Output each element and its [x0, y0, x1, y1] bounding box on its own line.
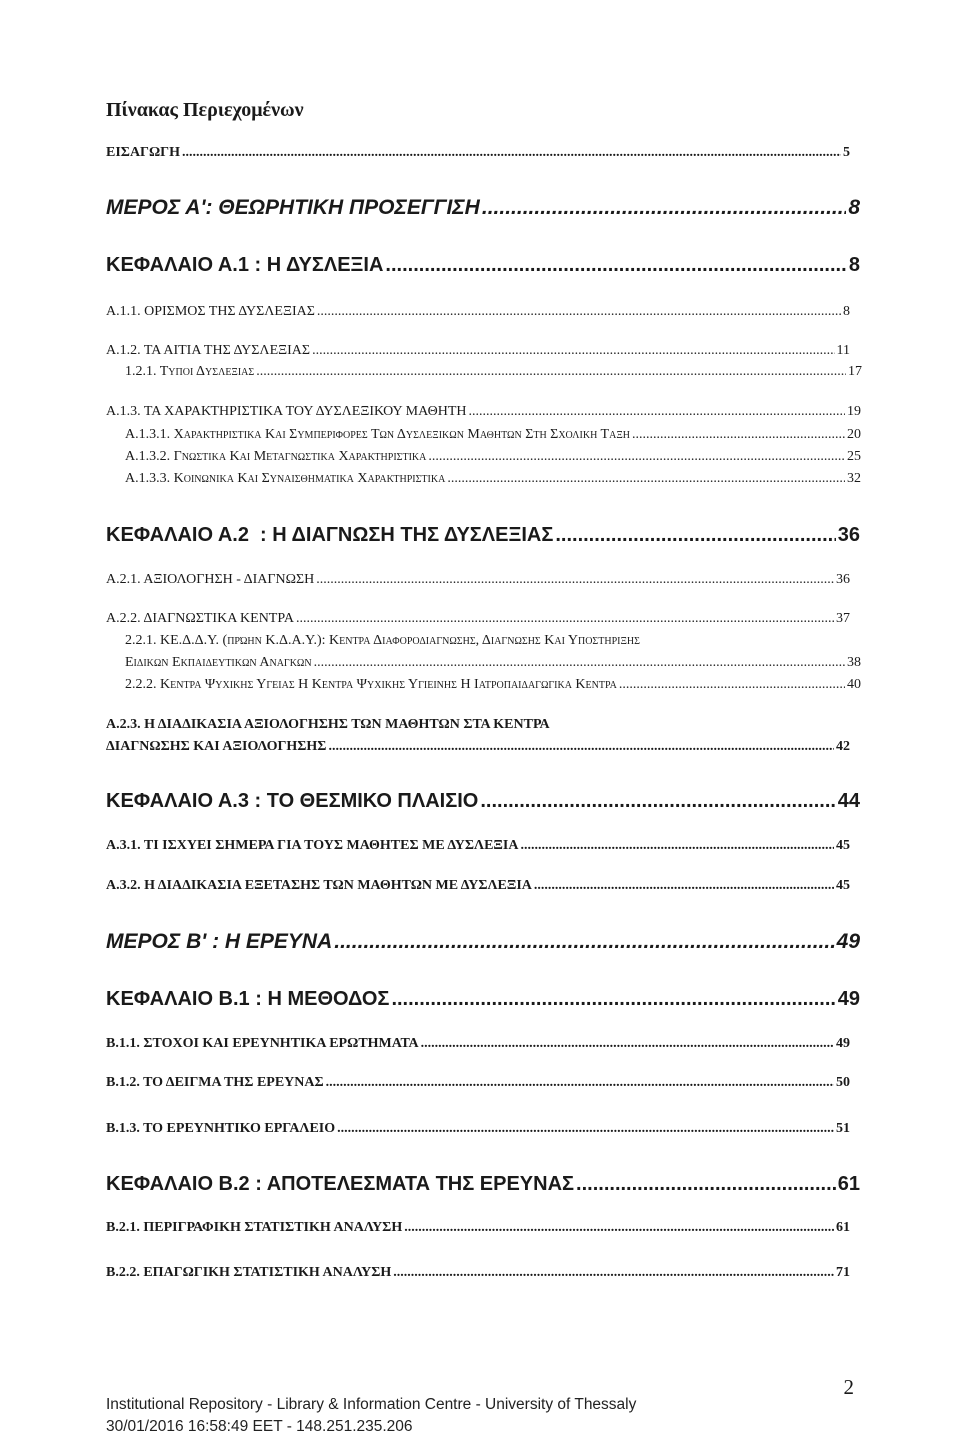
toc-entry-page: 36: [837, 524, 860, 546]
toc-entry-text: Α.3.2. Η ΔΙΑΔΙΚΑΣΙΑ ΕΞΕΤΑΣΗΣ ΤΩΝ ΜΑΘΗΤΩΝ ΜΕ ΔΥΣΛΕΞΙΑ: [106, 878, 532, 893]
toc-entry-section-a31[interactable]: [106, 838, 850, 854]
toc-entry-page: 37: [836, 611, 850, 626]
toc-entry-text: ΜΕΡΟΣ Α': ΘΕΩΡΗΤΙΚΗ ΠΡΟΣΕΓΓΙΣΗ: [106, 196, 480, 219]
toc-entry-text: Α.1.2. ΤΑ ΑΙΤΙΑ ΤΗΣ ΔΥΣΛΕΞΙΑΣ: [106, 343, 311, 358]
toc-entry-text: Α.1.3.3. Κοινωνικα Και Συναισθηματικα Χαρακτηριστικα: [125, 471, 446, 486]
toc-entry-page: 25: [847, 449, 861, 464]
toc-entry-subsection-a132[interactable]: [125, 449, 861, 465]
toc-entry-text: ΚΕΦΑΛΑΙΟ Α.2 : Η ΔΙΑΓΝΩΣΗ ΤΗΣ ΔΥΣΛΕΞΙΑΣ: [106, 524, 554, 546]
toc-entry-section-a22[interactable]: [106, 611, 850, 627]
toc-entry-text: Α.1.3.2. Γνωστικα Και Μεταγνωστικα Χαρακτηριστικα: [125, 449, 427, 464]
toc-entry-section-a23[interactable]: [106, 717, 850, 733]
toc-entry-chapter-b2[interactable]: [106, 1173, 860, 1196]
toc-entry-text: Α.1.1. ΟΡΙΣΜΟΣ ΤΗΣ ΔΥΣΛΕΞΙΑΣ: [106, 304, 315, 319]
toc-entry-section-a21[interactable]: [106, 572, 850, 588]
page-number: 2: [843, 1375, 854, 1399]
toc-entry-page: 40: [847, 677, 861, 692]
toc-entry-section-b22[interactable]: [106, 1265, 850, 1281]
toc-entry-chapter-a2[interactable]: [106, 524, 860, 547]
toc-entry-subsection-a131[interactable]: [125, 427, 861, 443]
toc-entry-page: 17: [848, 364, 862, 379]
toc-entry-page: 49: [836, 930, 860, 953]
footer-repository-line: Institutional Repository - Library & Information Centre - University of Thessaly: [106, 1396, 637, 1413]
toc-entry-text: 2.2.2. Κεντρα Ψυχικης Υγειας Η Κεντρα Ψυχικης Υγιεινης Η Ιατροπαιδαγωγικα Κεντρα: [125, 677, 617, 692]
toc-entry-section-b12[interactable]: [106, 1075, 850, 1091]
toc-entry-text: ΚΕΦΑΛΑΙΟ Β.2 : ΑΠΟΤΕΛΕΣΜΑΤΑ ΤΗΣ ΕΡΕΥΝΑΣ: [106, 1173, 575, 1195]
toc-entry-page: 71: [836, 1265, 850, 1280]
toc-entry-page: 32: [847, 471, 861, 486]
toc-entry-page: 61: [836, 1220, 850, 1235]
toc-entry-chapter-a3[interactable]: [106, 790, 860, 813]
toc-entry-text: ΚΕΦΑΛΑΙΟ Α.3 : ΤΟ ΘΕΣΜΙΚΟ ΠΛΑΙΣΙΟ: [106, 790, 479, 812]
toc-entry-page: 19: [847, 404, 861, 419]
toc-entry-text: Β.2.2. ΕΠΑΓΩΓΙΚΗ ΣΤΑΤΙΣΤΙΚΗ ΑΝΑΛΥΣΗ: [106, 1265, 392, 1280]
toc-entry-part-a[interactable]: [106, 196, 860, 220]
footer-timestamp-line: 30/01/2016 16:58:49 EET - 148.251.235.206: [106, 1418, 413, 1435]
toc-entry-page: 5: [843, 145, 850, 160]
toc-entry-subsection-221[interactable]: [125, 633, 861, 649]
toc-title: Πίνακας Περιεχομένων: [106, 99, 304, 121]
toc-entry-subsection-222[interactable]: [125, 677, 861, 693]
toc-entry-page: 45: [836, 878, 850, 893]
toc-entry-page: 51: [836, 1121, 850, 1136]
toc-entry-page: 49: [836, 1036, 850, 1051]
toc-entry-text: Β.1.3. ΤΟ ΕΡΕΥΝΗΤΙΚΟ ΕΡΓΑΛΕΙΟ: [106, 1121, 336, 1136]
toc-entry-part-b[interactable]: [106, 930, 860, 954]
toc-entry-text: Α.1.3. ΤΑ ΧΑΡΑΚΤΗΡΙΣΤΙΚΑ ΤΟΥ ΔΥΣΛΕΞΙΚΟΥ ΜΑΘΗΤΗ: [106, 404, 467, 419]
toc-entry-section-a23-cont[interactable]: [106, 739, 850, 755]
toc-entry-section-a32[interactable]: [106, 878, 850, 894]
toc-entry-subsection-121[interactable]: [125, 364, 862, 380]
toc-entry-page: 38: [847, 655, 861, 670]
toc-entry-section-b11[interactable]: [106, 1036, 850, 1052]
toc-entry-subsection-221-cont[interactable]: [125, 655, 861, 671]
toc-entry-chapter-a1[interactable]: [106, 254, 860, 277]
toc-entry-text: ΜΕΡΟΣ Β' : Η ΕΡΕΥΝΑ: [106, 930, 333, 953]
toc-entry-text: Α.2.1. ΑΞΙΟΛΟΓΗΣΗ - ΔΙΑΓΝΩΣΗ: [106, 572, 315, 587]
toc-entry-section-b13[interactable]: [106, 1121, 850, 1137]
toc-entry-text: Α.1.3.1. Χαρακτηριστικα Και Συμπεριφορες Των Δυσλεξικων Μαθητων Στη Σχολικη Ταξη: [125, 427, 630, 442]
toc-entry-section-a13[interactable]: [106, 404, 861, 420]
toc-entry-page: 45: [836, 838, 850, 853]
toc-entry-subsection-a133[interactable]: [125, 471, 861, 487]
toc-entry-page: 8: [848, 196, 860, 219]
toc-entry-text: Β.1.1. ΣΤΟΧΟΙ ΚΑΙ ΕΡΕΥΝΗΤΙΚΑ ΕΡΩΤΗΜΑΤΑ: [106, 1036, 419, 1051]
toc-entry-text: ΔΙΑΓΝΩΣΗΣ ΚΑΙ ΑΞΙΟΛΟΓΗΣΗΣ: [106, 739, 327, 754]
toc-entry-page: 36: [836, 572, 850, 587]
toc-entry-page: 61: [837, 1173, 860, 1195]
toc-entry-page: 20: [847, 427, 861, 442]
toc-entry-section-a12[interactable]: [106, 343, 850, 359]
toc-entry-text: Α.2.3. Η ΔΙΑΔΙΚΑΣΙΑ ΑΞΙΟΛΟΓΗΣΗΣ ΤΩΝ ΜΑΘΗΤΩΝ ΣΤΑ ΚΕΝΤΡΑ: [106, 717, 550, 732]
toc-entry-text: 2.2.1. ΚΕ.Δ.Δ.Υ. (πρώην Κ.Δ.Α.Υ.): Κεντρα Διαφοροδιαγνωσης, Διαγνωσης Και Υποστηριξης: [125, 633, 640, 648]
toc-entry-section-a11[interactable]: [106, 304, 850, 320]
toc-entry-page: 44: [837, 790, 860, 812]
toc-entry-text: ΚΕΦΑΛΑΙΟ Α.1 : Η ΔΥΣΛΕΞΙΑ: [106, 254, 384, 276]
toc-entry-page: 8: [843, 304, 850, 319]
toc-entry-section-b21[interactable]: [106, 1220, 850, 1236]
toc-entry-text: Β.1.2. ΤΟ ΔΕΙΓΜΑ ΤΗΣ ΕΡΕΥΝΑΣ: [106, 1075, 324, 1090]
toc-entry-text: Ειδικων Εκπαιδευτικων Αναγκων: [125, 655, 312, 670]
toc-entry-text: Α.2.2. ΔΙΑΓΝΩΣΤΙΚΑ ΚΕΝΤΡΑ: [106, 611, 294, 626]
toc-entry-page: 49: [837, 988, 860, 1010]
toc-entry-text: Α.3.1. ΤΙ ΙΣΧΥΕΙ ΣΗΜΕΡΑ ΓΙΑ ΤΟΥΣ ΜΑΘΗΤΕΣ ΜΕ ΔΥΣΛΕΞΙΑ: [106, 838, 519, 853]
toc-entry-text: Β.2.1. ΠΕΡΙΓΡΑΦΙΚΗ ΣΤΑΤΙΣΤΙΚΗ ΑΝΑΛΥΣΗ: [106, 1220, 403, 1235]
toc-entry-text: ΕΙΣΑΓΩΓΗ: [106, 145, 180, 160]
toc-entry-text: 1.2.1. Τυποι Δυσλεξιας: [125, 364, 255, 379]
toc-entry-page: 42: [836, 739, 850, 754]
toc-entry-page: 11: [836, 343, 850, 358]
toc-entry-chapter-b1[interactable]: [106, 988, 860, 1011]
toc-entry-page: 50: [836, 1075, 850, 1090]
toc-entry-introduction[interactable]: [106, 145, 850, 161]
toc-entry-text: ΚΕΦΑΛΑΙΟ Β.1 : Η ΜΕΘΟΔΟΣ: [106, 988, 390, 1010]
toc-entry-page: 8: [848, 254, 860, 276]
